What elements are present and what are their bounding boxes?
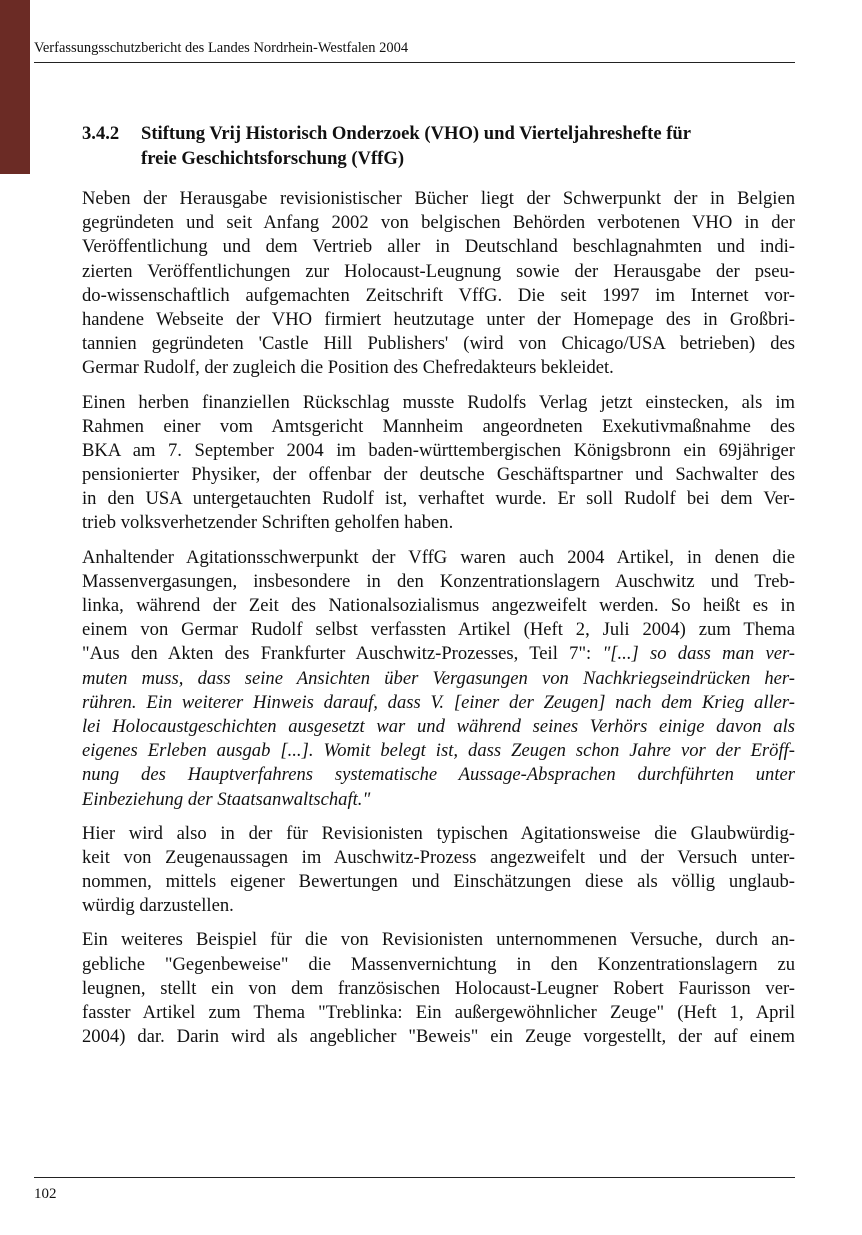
text-line: Massenvergasungen, insbesondere in den Konzentrationslagern Auschwitz und Treb- [82, 570, 795, 592]
paragraph [82, 187, 795, 381]
section-title-line: Stiftung Vrij Historisch Onderzoek (VHO) und Vierteljahreshefte für [141, 123, 692, 144]
text-line: gebliche "Gegenbeweise" die Massenvernichtung in den Konzentrationslagern zu [82, 953, 795, 975]
paragraph [82, 822, 795, 919]
text-line: 2004) dar. Darin wird als angeblicher "Beweis" ein Zeuge vorgestellt, der auf einem [82, 1026, 795, 1048]
text-line: leugnen, stellt ein von dem französischen Holocaust-Leugner Robert Faurisson ver- [82, 977, 795, 999]
text-plain: "Aus den Akten des Frankfurter Auschwitz-Prozesses, Teil 7": [82, 643, 603, 665]
paragraph [82, 928, 795, 1049]
text-line: Anhaltender Agitationsschwerpunkt der VffG waren auch 2004 Artikel, in denen die [82, 546, 795, 568]
text-line: Hier wird also in der für Revisionisten typischen Agitationsweise die Glaubwürdig- [82, 822, 795, 844]
quote-line: nung des Hauptverfahrens systematische Aussage-Absprachen durchführten unter [82, 764, 795, 786]
text-line: gegründeten und seit Anfang 2002 von belgischen Behörden verbotenen VHO in der [82, 212, 795, 234]
text-line: keit von Zeugenaussagen im Auschwitz-Prozess angezweifelt und der Versuch unter- [82, 846, 795, 868]
side-color-tab [0, 0, 30, 174]
text-line: trieb volksverhetzender Schriften geholfen haben. [82, 512, 454, 534]
text-line: in den USA untergetauchten Rudolf ist, verhaftet wurde. Er soll Rudolf bei dem Ver- [82, 488, 795, 510]
text-line: Einen herben finanziellen Rückschlag musste Rudolfs Verlag jetzt einstecken, als im [82, 391, 795, 413]
text-line: Veröffentlichung und dem Vertrieb aller in Deutschland beschlagnahmten und indi- [82, 236, 795, 258]
running-header: Verfassungsschutzbericht des Landes Nordrhein-Westfalen 2004 [34, 40, 409, 56]
quote-line: eigenes Erleben ausgab [...]. Womit belegt ist, dass Zeugen schon Jahre vor der Eröff- [82, 740, 795, 762]
section-number: 3.4.2 [82, 123, 120, 144]
text-line: pensionierter Physiker, der offenbar der deutsche Geschäftspartner und Sachwalter des [82, 464, 795, 486]
text-line: zierten Veröffentlichungen zur Holocaust-Leugnung sowie der Herausgabe der pseu- [82, 260, 795, 282]
page-number: 102 [34, 1186, 57, 1202]
text-line: linka, während der Zeit des Nationalsozialismus angezweifelt werden. So heißt es in [82, 595, 795, 616]
body-text [82, 187, 795, 1059]
text-line: Germar Rudolf, der zugleich die Position des Chefredakteurs bekleidet. [82, 357, 614, 379]
quote-line: Einbeziehung der Staatsanwaltschaft." [82, 788, 371, 810]
header-rule [34, 62, 795, 63]
text-line: einem von Germar Rudolf selbst verfassten Artikel (Heft 2, Juli 2004) zum Thema [82, 619, 795, 641]
text-line: BKA am 7. September 2004 im baden-württembergischen Königsbronn ein 69jähriger [82, 439, 795, 461]
text-line: Rahmen einer vom Amtsgericht Mannheim angeordneten Exekutivmaßnahme des [82, 415, 795, 437]
paragraph [82, 391, 795, 536]
text-line: Ein weiteres Beispiel für die von Revisionisten unternommenen Versuche, durch an- [82, 929, 795, 951]
footer-rule [34, 1177, 795, 1178]
text-line: handene Webseite der VHO firmiert heutzutage unter der Homepage des in Großbri- [82, 308, 795, 330]
quote-line: muten muss, dass seine Ansichten über Vergasungen von Nachkriegseindrücken her- [82, 667, 795, 689]
text-line [82, 642, 795, 666]
text-line: nommen, mittels eigener Bewertungen und Einschätzungen diese als völlig unglaub- [82, 871, 795, 893]
text-line: Neben der Herausgabe revisionistischer Bücher liegt der Schwerpunkt der in Belgien [82, 188, 795, 209]
text-line: tannien gegründeten 'Castle Hill Publishers' (wird von Chicago/USA betrieben) des [82, 333, 795, 355]
paragraph [82, 546, 795, 812]
text-line: fasster Artikel zum Thema "Treblinka: Ein außergewöhnlicher Zeuge" (Heft 1, April [82, 1002, 795, 1023]
quote-line: rühren. Ein weiterer Hinweis darauf, dass V. [einer der Zeugen] nach dem Krieg aller- [82, 691, 795, 713]
text-line: würdig darzustellen. [82, 895, 234, 917]
text-line: do-wissenschaftlich aufgemachten Zeitschrift VffG. Die seit 1997 im Internet vor- [82, 284, 795, 306]
section-title-line: freie Geschichtsforschung (VffG) [141, 148, 405, 169]
quote-line: lei Holocaustgeschichten ausgesetzt war und während seines Verhörs einige davon als [82, 715, 795, 737]
quote-text: "[...] so dass man ver- [602, 643, 795, 665]
